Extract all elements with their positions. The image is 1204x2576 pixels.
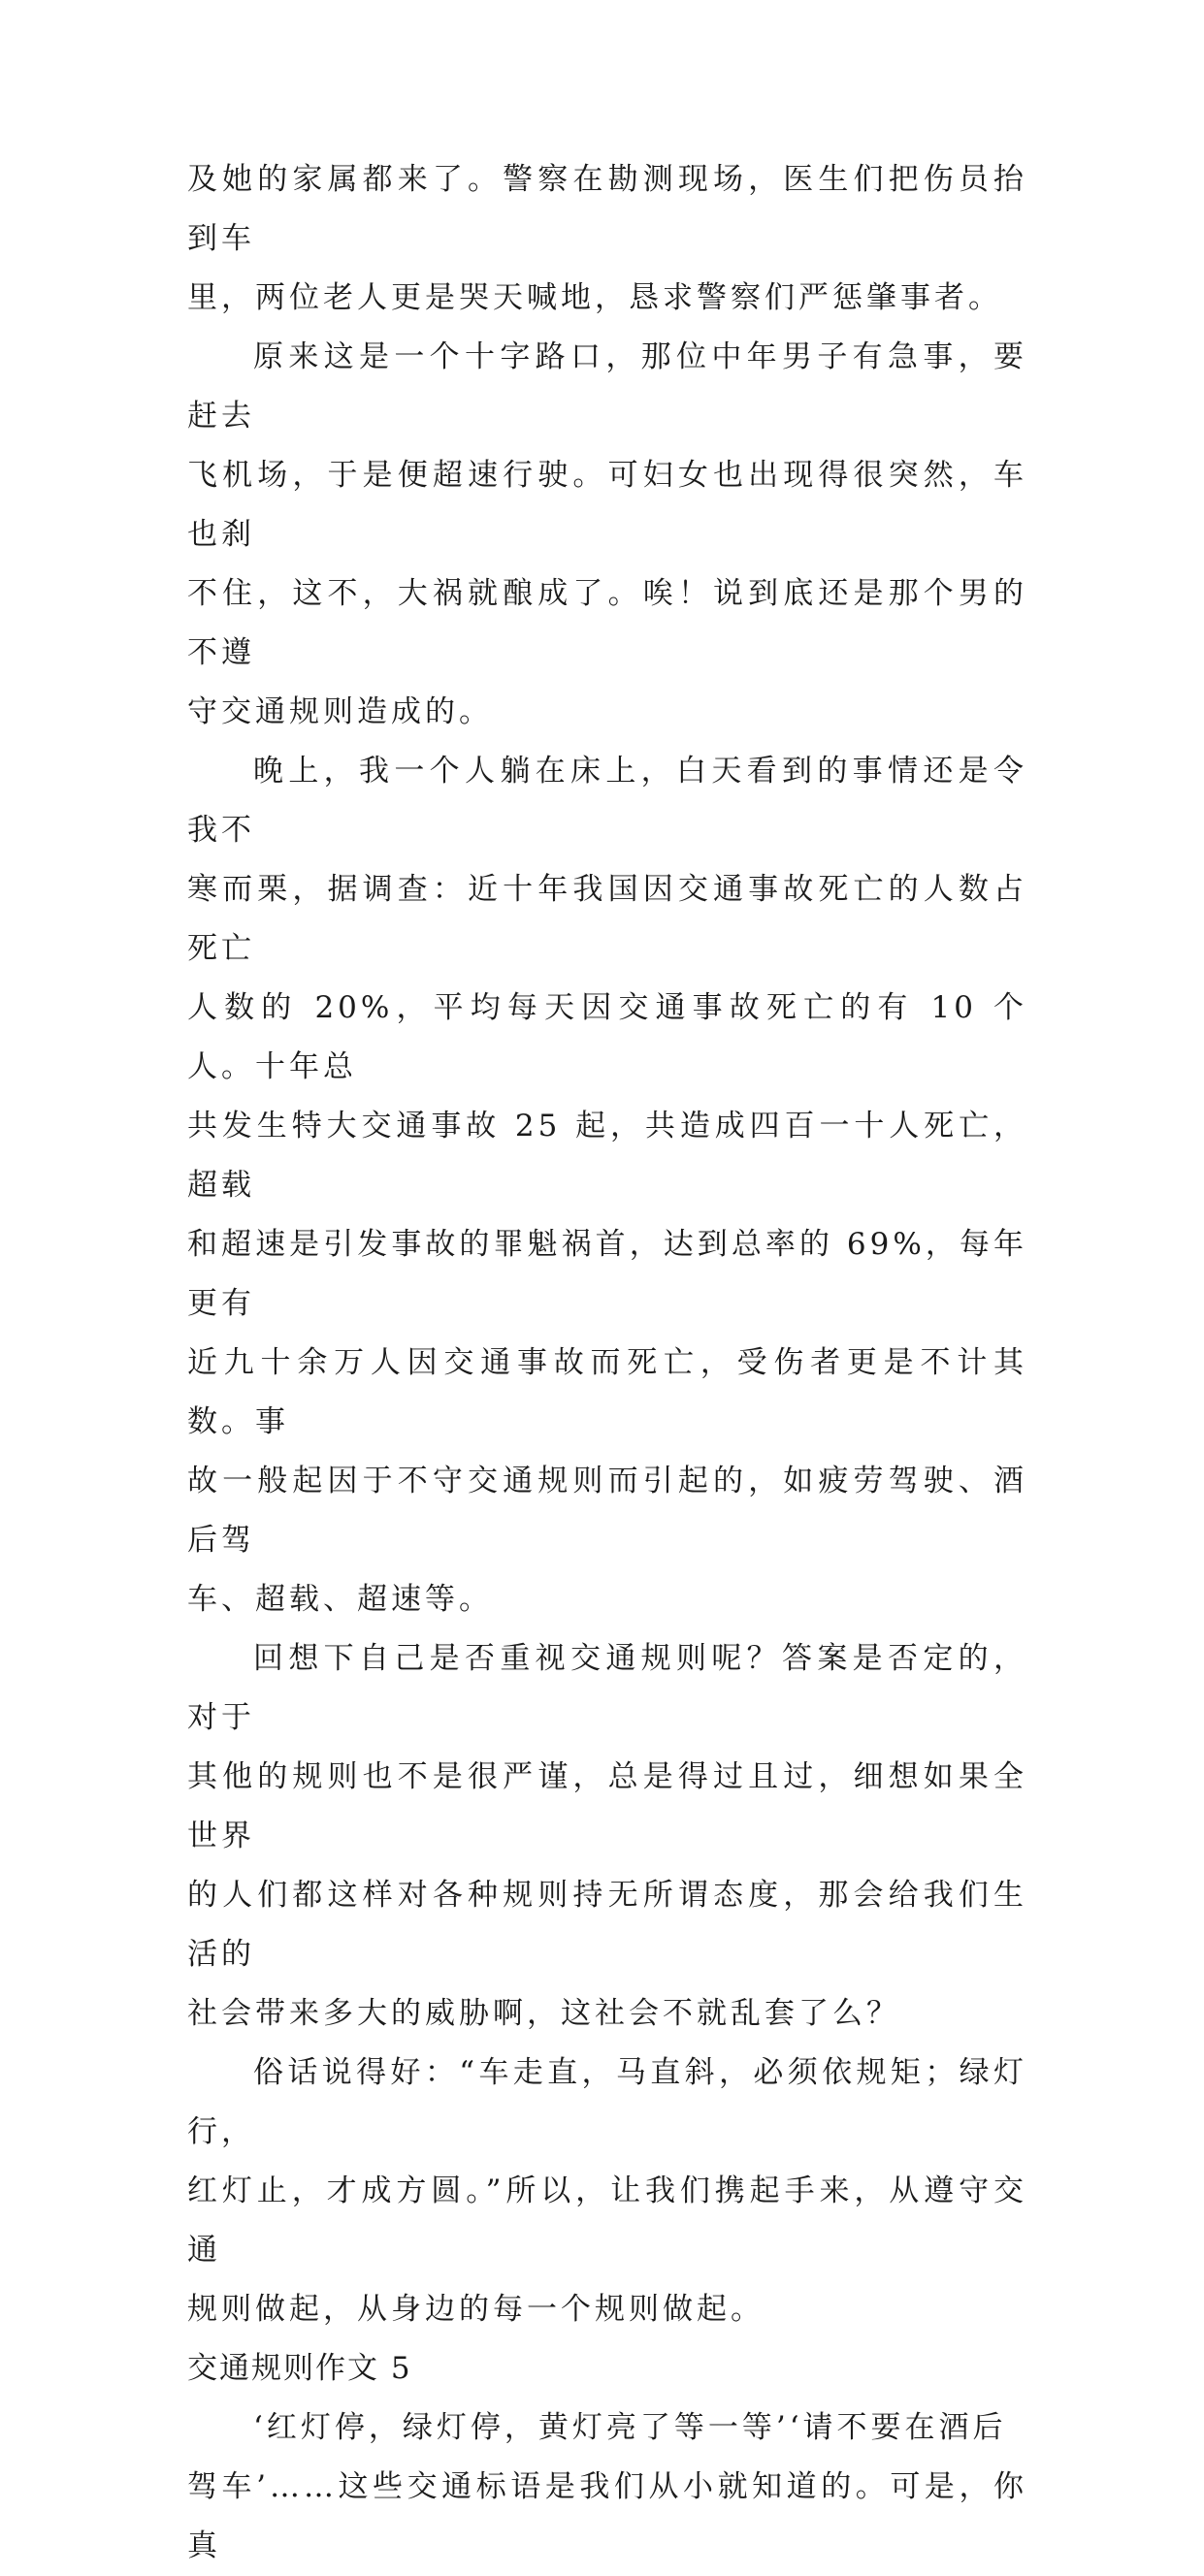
text-line: 回想下自己是否重视交通规则呢？答案是否定的，对于	[187, 1641, 1027, 1735]
paragraph-4	[187, 1629, 1027, 2044]
text-line: 驾车’……这些交通标语是我们从小就知道的。可是，你真	[187, 2469, 1027, 2563]
text-line: 晚上，我一个人躺在床上，白天看到的事情还是令我不	[187, 754, 1027, 848]
text-line: 红灯止，才成方圆。”所以，让我们携起手来，从遵守交通	[187, 2174, 1027, 2268]
text-line: 其他的规则也不是很严谨，总是得过且过，细想如果全世界	[187, 1759, 1027, 1853]
text-line: 及她的家属都来了。警察在勘测现场，医生们把伤员抬到车	[187, 162, 1027, 256]
text-line: 共发生特大交通事故 25 起，共造成四百一十人死亡，超载	[187, 1109, 1027, 1203]
paragraph-1	[187, 150, 1027, 328]
text-line: 飞机场，于是便超速行驶。可妇女也出现得很突然，车也刹	[187, 458, 1027, 552]
paragraph-6	[187, 2399, 1027, 2576]
text-line: 守交通规则造成的。	[187, 694, 493, 729]
paragraph-5	[187, 2044, 1027, 2339]
paragraph-3	[187, 742, 1027, 1629]
text-line: 故一般起因于不守交通规则而引起的，如疲劳驾驶、酒后驾	[187, 1464, 1027, 1558]
document-body	[187, 150, 1027, 2576]
text-line: 车、超载、超速等。	[187, 1582, 493, 1617]
text-line: 不住，这不，大祸就酿成了。唉！说到底还是那个男的不遵	[187, 576, 1027, 670]
text-line: ‘红灯停，绿灯停，黄灯亮了等一等’‘请不要在酒后	[253, 2410, 1007, 2445]
text-line: 人数的 20%，平均每天因交通事故死亡的有 10 个人。十年总	[187, 990, 1027, 1084]
text-line: 寒而栗，据调查：近十年我国因交通事故死亡的人数占死亡	[187, 872, 1027, 966]
text-line: 原来这是一个十字路口，那位中年男子有急事，要赶去	[187, 339, 1027, 434]
text-line: 近九十余万人因交通事故而死亡，受伤者更是不计其数。事	[187, 1345, 1027, 1439]
paragraph-2	[187, 328, 1027, 742]
text-line: 和超速是引发事故的罪魁祸首，达到总率的 69%，每年更有	[187, 1227, 1027, 1321]
text-line: 里，两位老人更是哭天喊地，恳求警察们严惩肇事者。	[187, 280, 1002, 315]
text-line: 的人们都这样对各种规则持无所谓态度，那会给我们生活的	[187, 1878, 1027, 1972]
section-heading: 交通规则作文 5	[187, 2351, 412, 2386]
text-line: 俗话说得好：“车走直，马直斜，必须依规矩；绿灯行，	[187, 2055, 1027, 2149]
text-line: 社会带来多大的威胁啊，这社会不就乱套了么？	[187, 1996, 900, 2031]
text-line: 规则做起，从身边的每一个规则做起。	[187, 2292, 765, 2327]
